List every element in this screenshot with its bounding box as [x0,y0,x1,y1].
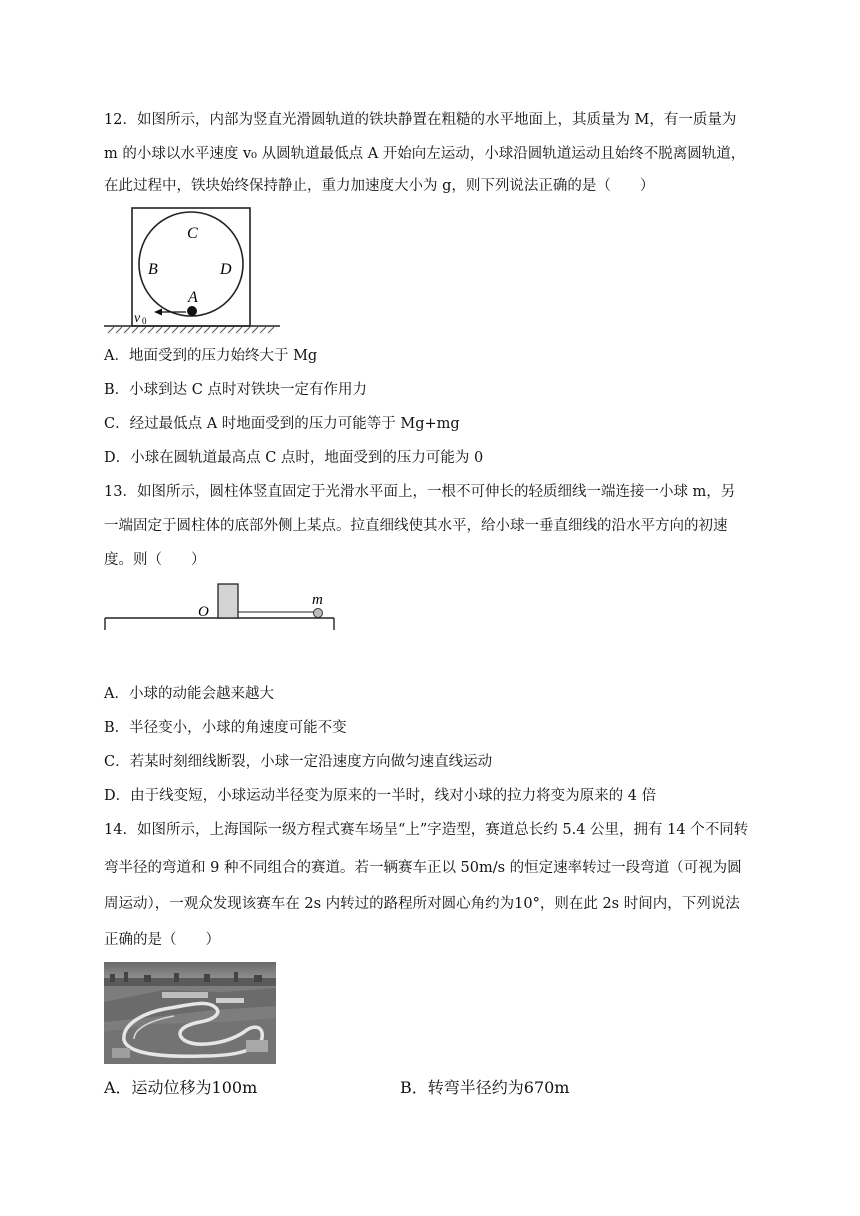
label-v0-sub: 0 [142,316,147,326]
label-a: A [188,289,198,306]
q13-option-d: D．由于线变短，小球运动半径变为原来的一半时，线对小球的拉力将变为原来的 4 倍 [104,788,657,804]
q14-line-3: 周运动），一观众发现该赛车在 2s 内转过的路程所对圆心角约为10°，则在此 2s 时间内，下列说法 [104,896,740,912]
q14-line-4: 正确的是（ ） [104,932,220,948]
q12-line-2: m 的小球以水平速度 v₀ 从圆轨道最低点 A 开始向左运动，小球沿圆轨道运动且始终不脱离圆轨道， [104,146,746,162]
q13-line-2: 一端固定于圆柱体的底部外侧上某点。拉直细线使其水平，给小球一垂直细线的沿水平方向的初速 [104,518,728,534]
q12-option-c: C．经过最低点 A 时地面受到的压力可能等于 Mg+mg [104,416,460,432]
race-track-photo [104,962,276,1064]
q12-option-b: B．小球到达 C 点时对铁块一定有作用力 [104,382,367,398]
q14-option-b: B．转弯半径约为670m [400,1078,570,1097]
q13-cylinder-figure [104,580,336,632]
q12-option-a: A．地面受到的压力始终大于 Mg [104,348,318,364]
q12-line-1: 12．如图所示，内部为竖直光滑圆轨道的铁块静置在粗糙的水平地面上，其质量为 M，有一质量为 [104,112,737,128]
q14-line-2: 弯半径的弯道和 9 种不同组合的赛道。若一辆赛车正以 50m/s 的恒定速率转过一段弯道（可视为圆 [104,860,742,876]
ball-m [314,609,323,618]
label-v0: v [134,311,141,326]
label-c: C [187,225,198,242]
q12-line-3: 在此过程中，铁块始终保持静止，重力加速度大小为 g，则下列说法正确的是（ ） [104,178,655,194]
label-m: m [312,592,323,608]
q13-option-c: C．若某时刻细线断裂，小球一定沿速度方向做匀速直线运动 [104,754,493,770]
q13-line-1: 13．如图所示，圆柱体竖直固定于光滑水平面上，一根不可伸长的轻质细线一端连接一小球 m，另 [104,484,736,500]
q13-option-b: B．半径变小，小球的角速度可能不变 [104,720,347,736]
label-b: B [148,261,158,278]
q12-circular-track-figure [104,204,284,338]
q14-option-a: A．运动位移为100m [104,1078,258,1097]
q12-option-d: D．小球在圆轨道最高点 C 点时，地面受到的压力可能为 0 [104,450,484,466]
q14-line-1: 14．如图所示，上海国际一级方程式赛车场呈“上”字造型，赛道总长约 5.4 公里，拥有 14 个不同转 [104,822,749,838]
q13-line-3: 度。则（ ） [104,552,206,568]
ball-a [187,306,197,316]
label-o: O [198,604,209,620]
label-d: D [220,261,232,278]
q13-option-a: A．小球的动能会越来越大 [104,686,274,702]
